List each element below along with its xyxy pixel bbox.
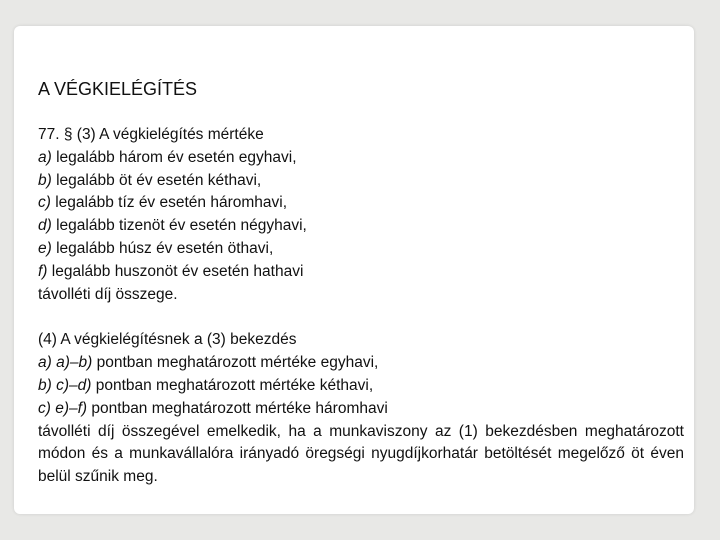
- paragraph-gap: [38, 306, 684, 329]
- list-item: [38, 215, 684, 238]
- item-text: pontban meghatározott mértéke egyhavi,: [92, 354, 379, 372]
- list-item: [38, 170, 684, 193]
- section-77-closing: távolléti díj összege.: [38, 285, 178, 303]
- item-label: c) e)–f): [38, 399, 88, 417]
- list-item: [38, 192, 684, 215]
- item-text: legalább öt év esetén kéthavi,: [51, 171, 262, 189]
- section-4-intro: (4) A végkielégítésnek a (3) bekezdés: [38, 331, 297, 349]
- item-label: a) a)–b): [38, 354, 93, 372]
- section-4-closing: távolléti díj összegével emelkedik, ha a munkaviszony az (1) bekezdésben meghatározott módon és a munkavállalóra irányadó öregségi nyugdíjkorhatár betöltését megelőző öt éven belül szűnik meg.: [38, 422, 684, 486]
- list-item: [38, 375, 684, 398]
- list-item: [38, 352, 684, 375]
- item-label: a): [38, 148, 52, 166]
- slide: [14, 26, 694, 514]
- item-text: pontban meghatározott mértéke kéthavi,: [91, 376, 374, 394]
- item-text: legalább három év esetén egyhavi,: [51, 148, 297, 166]
- item-label: b): [38, 171, 52, 189]
- list-item: [38, 147, 684, 170]
- list-item: [38, 398, 684, 421]
- item-label: c): [38, 194, 51, 212]
- item-label: e): [38, 239, 52, 257]
- item-text: pontban meghatározott mértéke háromhavi: [87, 399, 388, 417]
- item-label: d): [38, 217, 52, 235]
- item-text: legalább huszonöt év esetén hathavi: [47, 262, 304, 280]
- slide-title: A VÉGKIELÉGÍTÉS: [38, 79, 198, 99]
- item-label: b) c)–d): [38, 376, 92, 394]
- item-text: legalább tizenöt év esetén négyhavi,: [51, 217, 307, 235]
- item-text: legalább tíz év esetén háromhavi,: [50, 194, 288, 212]
- item-label: f): [38, 262, 48, 280]
- section-77-intro: 77. § (3) A végkielégítés mértéke: [38, 126, 264, 143]
- list-item: [38, 238, 684, 261]
- list-item: [38, 261, 684, 284]
- item-text: legalább húsz év esetén öthavi,: [51, 239, 274, 257]
- slide-content: [38, 78, 684, 489]
